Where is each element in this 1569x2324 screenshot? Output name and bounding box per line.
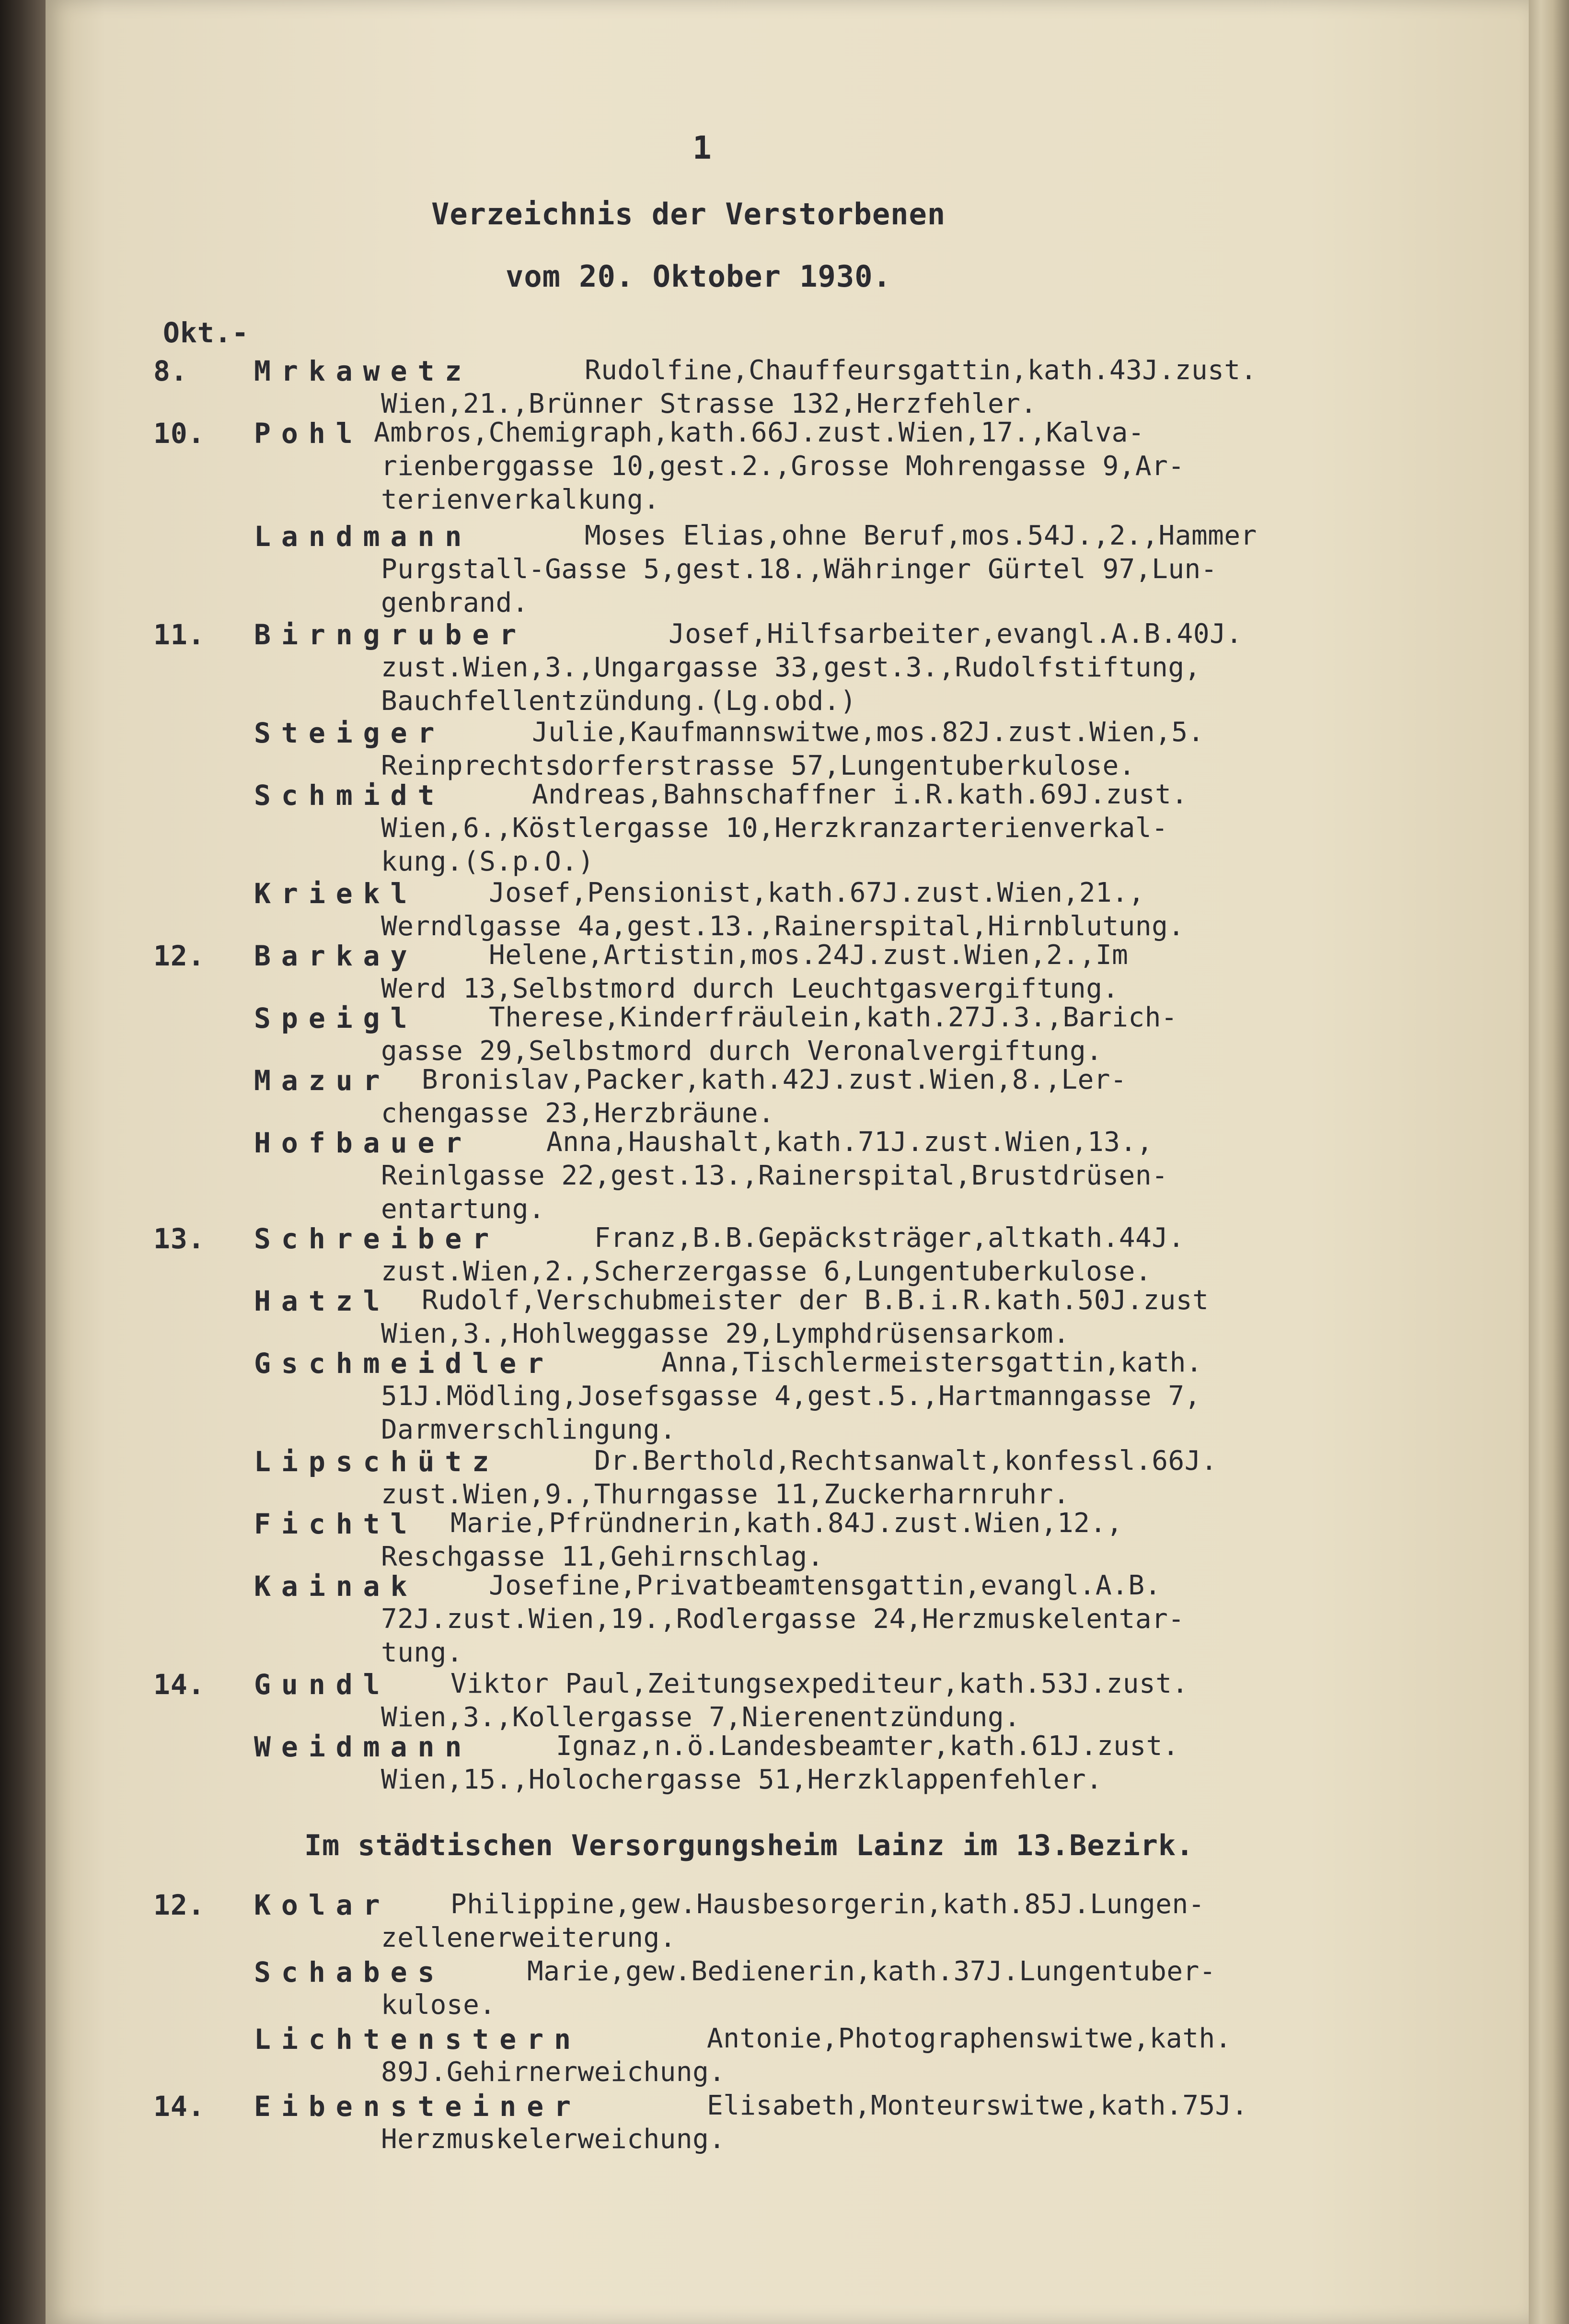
entry-date: 14. <box>153 1668 205 1701</box>
entry-line: entartung. <box>381 1194 545 1225</box>
entry-line: Anna,Tischlermeistersgattin,kath. <box>661 1347 1203 1378</box>
entry-line: Philippine,gew.Hausbesorgerin,kath.85J.Lungen- <box>450 1889 1205 1920</box>
entry-line: 51J.Mödling,Josefsgasse 4,gest.5.,Hartmanngasse 7, <box>381 1381 1201 1412</box>
entry-surname: Schmidt <box>254 779 445 812</box>
entry-line: Werd 13,Selbstmord durch Leuchtgasvergiftung. <box>381 973 1119 1004</box>
entry-line: Wien,15.,Holochergasse 51,Herzklappenfehler. <box>381 1764 1103 1795</box>
entry-surname: Hofbauer <box>254 1127 473 1159</box>
entry-surname: Weidmann <box>254 1731 473 1763</box>
entry-line: gasse 29,Selbstmord durch Veronalvergiftung. <box>381 1035 1103 1067</box>
entry-line: Julie,Kaufmannswitwe,mos.82J.zust.Wien,5. <box>532 717 1204 748</box>
entry-line: Wien,6.,Köstlergasse 10,Herzkranzarterienverkal- <box>381 813 1168 844</box>
entry-line: Wien,3.,Kollergasse 7,Nierenentzündung. <box>381 1702 1021 1733</box>
entry-surname: Schabes <box>254 1956 445 1988</box>
entry-line: tung. <box>381 1637 463 1668</box>
entry-line: Moses Elias,ohne Beruf,mos.54J.,2.,Hammer <box>585 520 1257 551</box>
entry-surname: Speigl <box>254 1002 418 1034</box>
entry-date: 12. <box>153 1889 205 1921</box>
document-title: Verzeichnis der Verstorbenen <box>431 197 946 232</box>
entry-line: Ambros,Chemigraph,kath.66J.zust.Wien,17.,Kalva- <box>374 417 1145 448</box>
entry-line: Andreas,Bahnschaffner i.R.kath.69J.zust. <box>532 779 1188 810</box>
entry-line: Wien,21.,Brünner Strasse 132,Herzfehler. <box>381 388 1037 419</box>
entry-date: 11. <box>153 618 205 651</box>
entry-line: Marie,gew.Bedienerin,kath.37J.Lungentuber- <box>527 1956 1216 1987</box>
entry-line: zust.Wien,9.,Thurngasse 11,Zuckerharnruhr. <box>381 1479 1070 1510</box>
entry-line: Darmverschlingung. <box>381 1414 676 1445</box>
entry-line: chengasse 23,Herzbräune. <box>381 1098 775 1129</box>
page-edge <box>1529 0 1569 2324</box>
entry-line: Rudolfine,Chauffeursgattin,kath.43J.zust. <box>585 355 1257 386</box>
entry-date: 8. <box>153 355 188 387</box>
entry-surname: Schreiber <box>254 1222 500 1255</box>
entry-surname: Fichtl <box>254 1508 418 1540</box>
entry-line: zust.Wien,2.,Scherzergasse 6,Lungentuberkulose. <box>381 1256 1152 1287</box>
entry-surname: Barkay <box>254 940 418 972</box>
entry-line: rienberggasse 10,gest.2.,Grosse Mohrengasse 9,Ar- <box>381 451 1185 482</box>
entry-surname: Kolar <box>254 1889 391 1921</box>
entry-line: Reinprechtsdorferstrasse 57,Lungentuberkulose. <box>381 750 1135 781</box>
entry-surname: Lipschütz <box>254 1445 500 1478</box>
entry-line: Bronislav,Packer,kath.42J.zust.Wien,8.,Ler- <box>422 1064 1127 1095</box>
entry-line: Viktor Paul,Zeitungsexpediteur,kath.53J.zust. <box>450 1668 1188 1699</box>
entry-line: Wien,3.,Hohlweggasse 29,Lymphdrüsensarkom. <box>381 1318 1070 1349</box>
entry-line: Marie,Pfründnerin,kath.84J.zust.Wien,12., <box>450 1508 1123 1539</box>
entry-date: 10. <box>153 417 205 450</box>
entry-surname: Mazur <box>254 1064 391 1097</box>
entry-line: Anna,Haushalt,kath.71J.zust.Wien,13., <box>546 1127 1153 1158</box>
entry-surname: Hatzl <box>254 1285 391 1317</box>
entry-surname: Landmann <box>254 520 473 553</box>
entry-line: 89J.Gehirnerweichung. <box>381 2057 726 2088</box>
entry-line: Reinlgasse 22,gest.13.,Rainerspital,Brustdrüsen- <box>381 1160 1168 1191</box>
entry-line: Helene,Artistin,mos.24J.zust.Wien,2.,Im <box>489 940 1129 971</box>
entry-date: 13. <box>153 1222 205 1255</box>
entry-surname: Lichtenstern <box>254 2023 582 2056</box>
entry-line: zellenerweiterung. <box>381 1922 676 1953</box>
section-heading-lainz: Im städtischen Versorgungsheim Lainz im 13.Bezirk. <box>304 1829 1194 1862</box>
entry-surname: Kriekl <box>254 877 418 910</box>
month-label: Okt.- <box>163 316 249 349</box>
entry-line: kulose. <box>381 1989 496 2021</box>
entry-line: kung.(S.p.O.) <box>381 846 594 877</box>
entry-surname: Mrkawetz <box>254 355 473 387</box>
entry-line: Therese,Kinderfräulein,kath.27J.3.,Barich- <box>489 1002 1178 1033</box>
entry-line: Antonie,Photographenswitwe,kath. <box>707 2023 1232 2054</box>
entry-date: 12. <box>153 940 205 972</box>
page-number: 1 <box>692 129 712 166</box>
entry-line: Reschgasse 11,Gehirnschlag. <box>381 1541 824 1572</box>
entry-line: 72J.zust.Wien,19.,Rodlergasse 24,Herzmuskelentar- <box>381 1604 1185 1635</box>
entry-line: Rudolf,Verschubmeister der B.B.i.R.kath.50J.zust <box>422 1285 1209 1316</box>
entry-line: Bauchfellentzündung.(Lg.obd.) <box>381 686 857 717</box>
entry-line: Elisabeth,Monteurswitwe,kath.75J. <box>707 2090 1248 2121</box>
entry-line: Dr.Berthold,Rechtsanwalt,konfessl.66J. <box>594 1445 1218 1476</box>
entry-surname: Pohl <box>254 417 363 450</box>
entry-line: Josef,Hilfsarbeiter,evangl.A.B.40J. <box>669 618 1243 650</box>
entry-surname: Gundl <box>254 1668 391 1701</box>
document-subtitle: vom 20. Oktober 1930. <box>506 259 891 294</box>
entry-line: genbrand. <box>381 587 529 618</box>
entry-line: Josefine,Privatbeamtensgattin,evangl.A.B. <box>489 1570 1161 1601</box>
entry-surname: Steiger <box>254 717 445 749</box>
entry-surname: Eibensteiner <box>254 2090 582 2123</box>
entry-date: 14. <box>153 2090 205 2123</box>
entry-line: zust.Wien,3.,Ungargasse 33,gest.3.,Rudolfstiftung, <box>381 652 1201 683</box>
entry-line: Franz,B.B.Gepäcksträger,altkath.44J. <box>594 1222 1185 1254</box>
entry-surname: Birngruber <box>254 618 527 651</box>
entry-surname: Kainak <box>254 1570 418 1603</box>
entry-line: Josef,Pensionist,kath.67J.zust.Wien,21., <box>489 877 1145 908</box>
book-binding <box>0 0 46 2324</box>
entry-line: terienverkalkung. <box>381 484 660 515</box>
entry-line: Ignaz,n.ö.Landesbeamter,kath.61J.zust. <box>556 1731 1179 1762</box>
entry-surname: Gschmeidler <box>254 1347 554 1380</box>
entry-line: Herzmuskelerweichung. <box>381 2124 726 2155</box>
entry-line: Werndlgasse 4a,gest.13.,Rainerspital,Hirnblutung. <box>381 911 1185 942</box>
entry-line: Purgstall-Gasse 5,gest.18.,Währinger Gürtel 97,Lun- <box>381 554 1217 585</box>
